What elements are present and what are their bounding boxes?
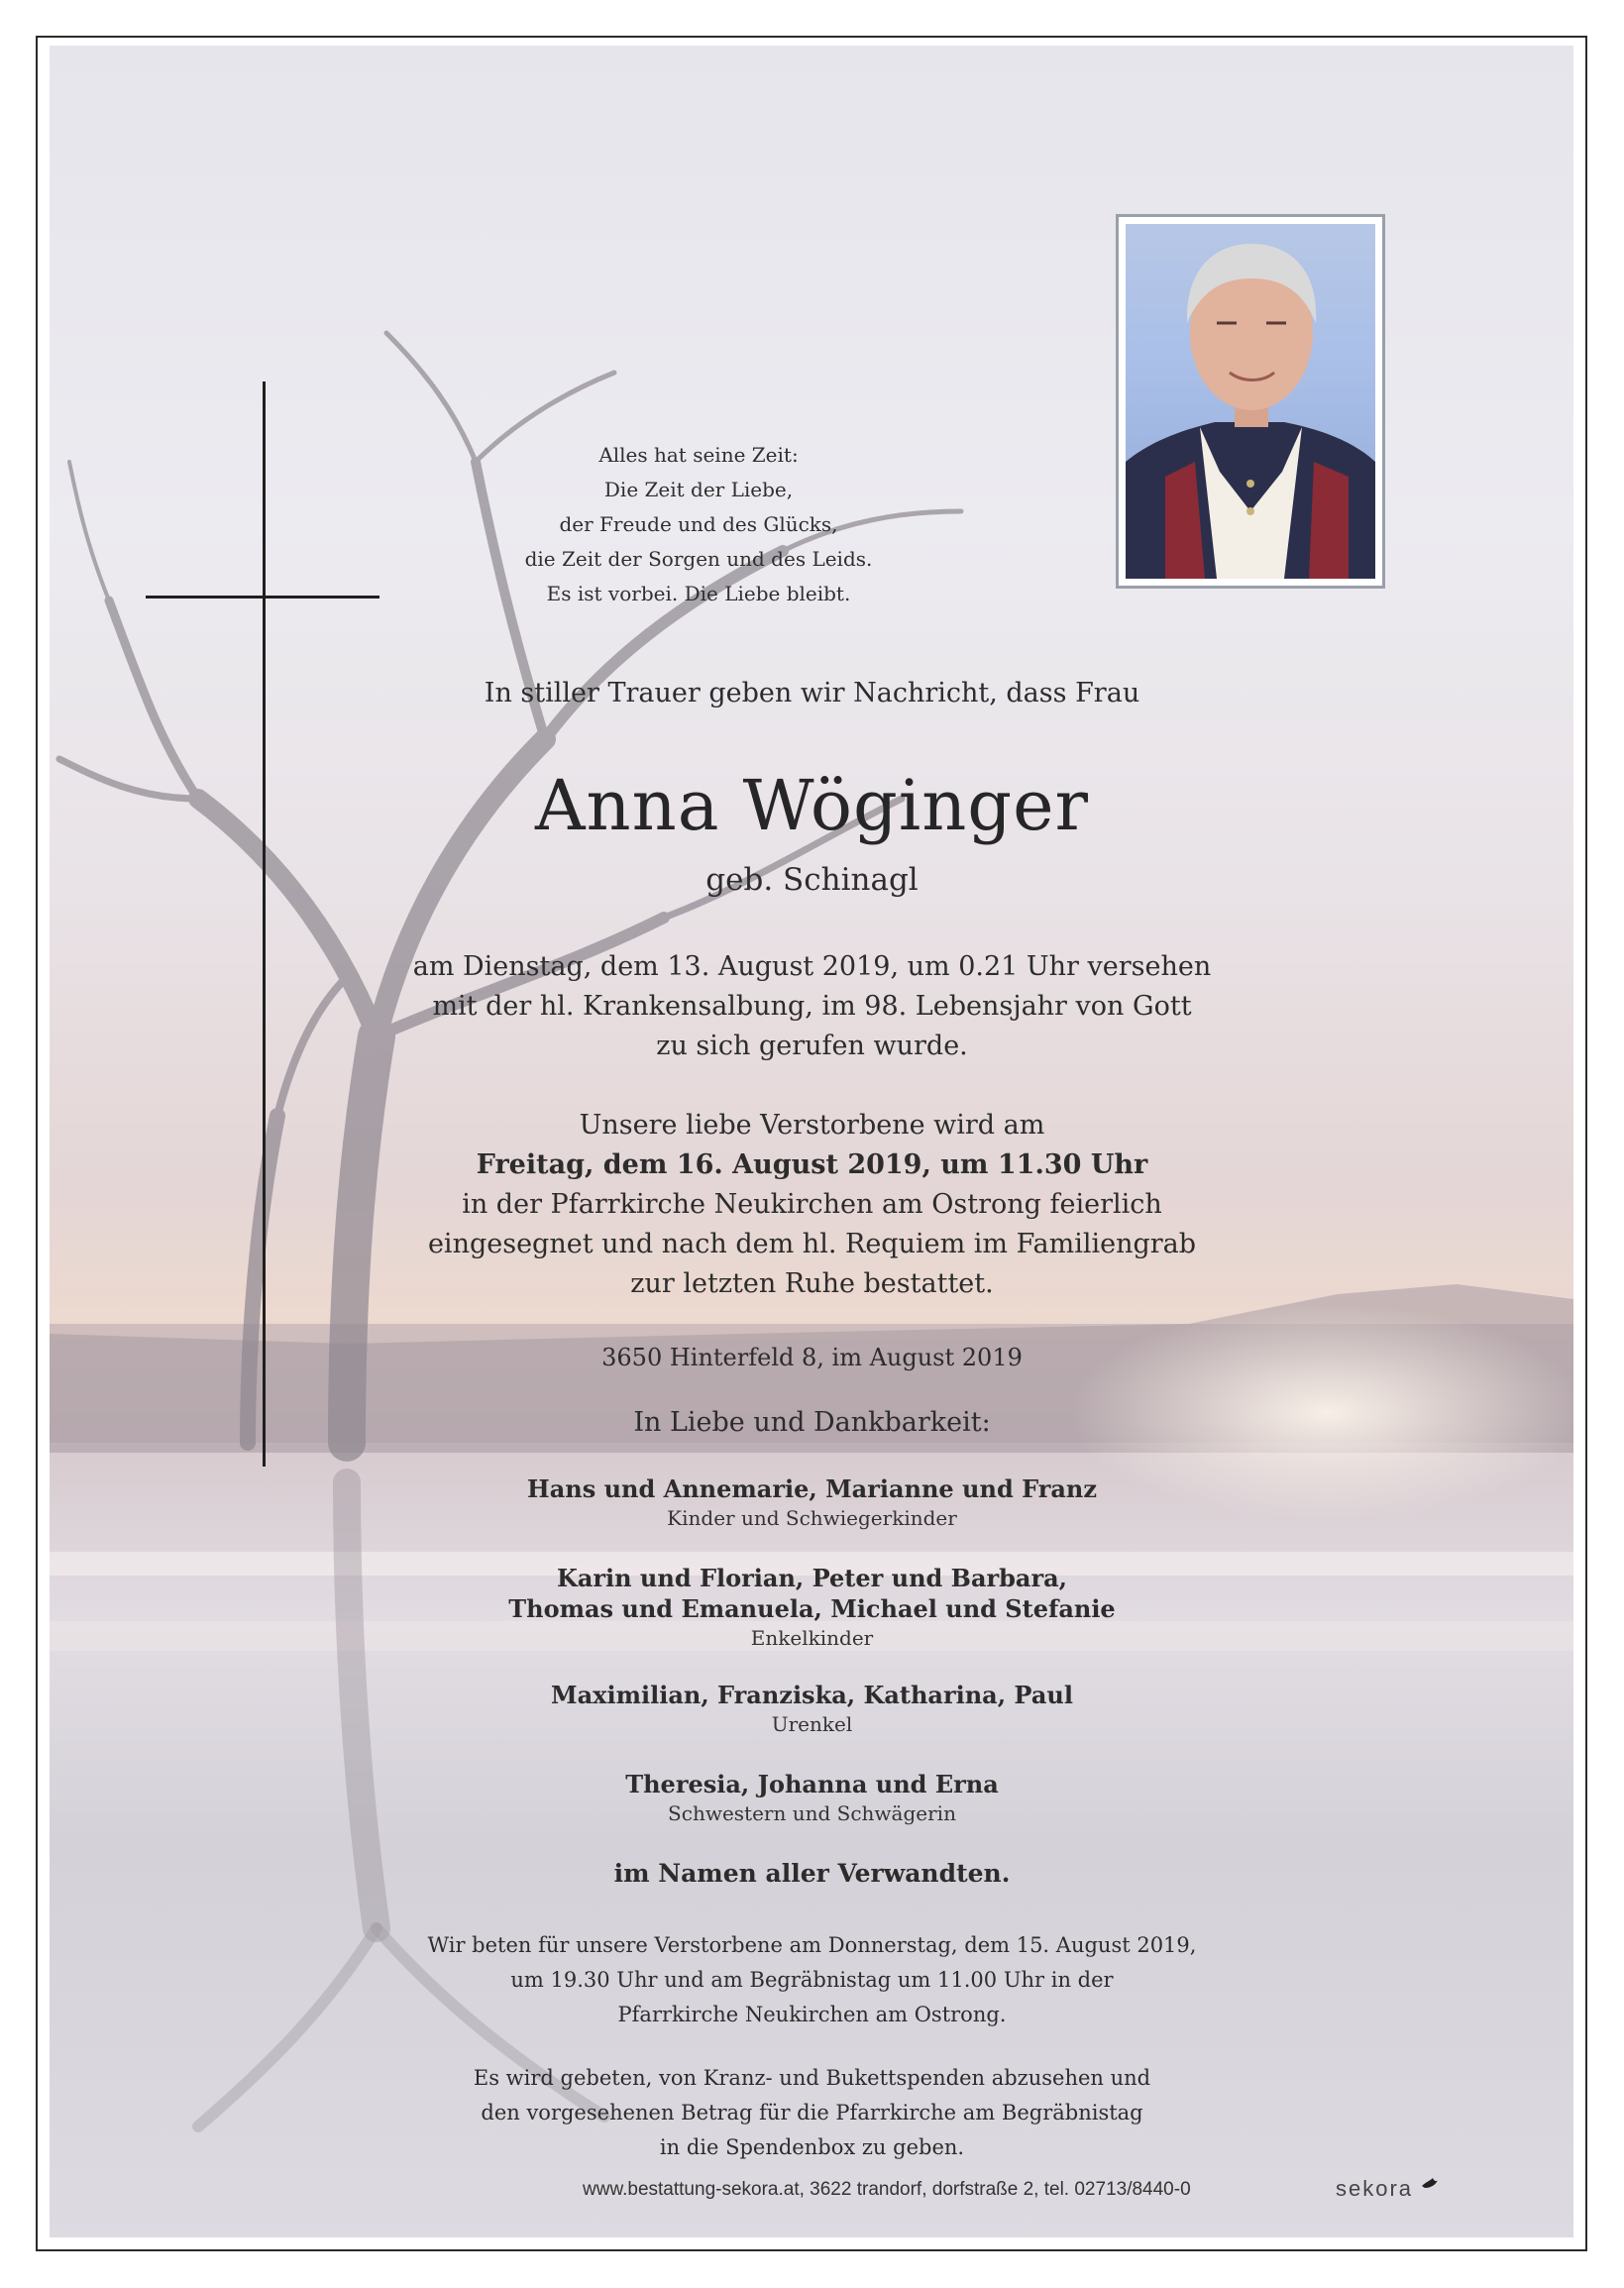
poem	[515, 438, 882, 611]
mourner-relation: Urenkel	[771, 1712, 853, 1736]
mourner-group	[0, 1563, 1624, 1652]
funeral-date: Freitag, dem 16. August 2019, um 11.30 Uhr	[476, 1149, 1148, 1180]
donation-line: in die Spendenbox zu geben.	[659, 2135, 965, 2159]
mourner-names: Theresia, Johanna und Erna	[625, 1770, 999, 1798]
cross-horizontal-bar	[146, 596, 379, 599]
prayer-notice	[0, 1928, 1624, 2032]
funeral-line: Unsere liebe Verstorbene wird am	[579, 1110, 1045, 1141]
portrait-image	[1126, 224, 1375, 579]
mourner-group	[0, 1680, 1624, 1738]
donation-notice	[0, 2061, 1624, 2165]
thanks-heading: In Liebe und Dankbarkeit:	[633, 1407, 991, 1438]
sekora-logo	[1336, 2176, 1439, 2202]
donation-line: Es wird gebeten, von Kranz- und Bukettspenden abzusehen und	[473, 2066, 1151, 2090]
poem-line: Es ist vorbei. Die Liebe bleibt.	[546, 582, 851, 605]
death-line: mit der hl. Krankensalbung, im 98. Lebensjahr von Gott	[432, 991, 1192, 1022]
maiden-name: geb. Schinagl	[705, 862, 919, 898]
funeral-line: eingesegnet und nach dem hl. Requiem im Familiengrab	[427, 1229, 1197, 1259]
mourner-names: Karin und Florian, Peter und Barbara,	[556, 1564, 1068, 1592]
footer-contact: www.bestattung-sekora.at, 3622 trandorf, dorfstraße 2, tel. 02713/8440-0	[583, 2179, 1191, 2200]
death-line: am Dienstag, dem 13. August 2019, um 0.21 Uhr versehen	[412, 951, 1212, 982]
logo-text: sekora	[1336, 2176, 1414, 2201]
mourner-names: Maximilian, Franziska, Katharina, Paul	[551, 1681, 1073, 1709]
death-notice	[0, 947, 1624, 1066]
poem-line: der Freude und des Glücks,	[559, 512, 838, 536]
prayer-line: um 19.30 Uhr und am Begräbnistag um 11.00 Uhr in der	[510, 1968, 1114, 1992]
poem-line: die Zeit der Sorgen und des Leids.	[524, 547, 873, 571]
closing-line: im Namen aller Verwandten.	[613, 1859, 1011, 1888]
mourner-relation: Enkelkinder	[750, 1626, 874, 1650]
poem-line: Die Zeit der Liebe,	[603, 478, 794, 501]
donation-line: den vorgesehenen Betrag für die Pfarrkirche am Begräbnistag	[481, 2101, 1143, 2125]
mourner-group	[0, 1769, 1624, 1827]
deceased-name: Anna Wöginger	[534, 765, 1090, 846]
prayer-line: Wir beten für unsere Verstorbene am Donnerstag, dem 15. August 2019,	[427, 1933, 1197, 1957]
place-and-date: 3650 Hinterfeld 8, im August 2019	[601, 1344, 1023, 1371]
funeral-notice	[0, 1106, 1624, 1304]
poem-line: Alles hat seine Zeit:	[598, 443, 799, 467]
mourner-names: Hans und Annemarie, Marianne und Franz	[527, 1474, 1097, 1503]
funeral-line: in der Pfarrkirche Neukirchen am Ostrong feierlich	[462, 1189, 1162, 1220]
bird-icon	[1421, 2176, 1439, 2190]
death-line: zu sich gerufen wurde.	[656, 1031, 968, 1061]
mourner-relation: Schwestern und Schwägerin	[668, 1801, 956, 1825]
prayer-line: Pfarrkirche Neukirchen am Ostrong.	[617, 2003, 1007, 2026]
funeral-line: zur letzten Ruhe bestattet.	[630, 1268, 994, 1299]
portrait-photo	[1116, 214, 1385, 589]
mourner-group	[0, 1473, 1624, 1532]
intro-text: In stiller Trauer geben wir Nachricht, dass Frau	[484, 678, 1140, 708]
mourner-relation: Kinder und Schwiegerkinder	[667, 1506, 957, 1530]
mourner-names: Thomas und Emanuela, Michael und Stefanie	[508, 1594, 1116, 1623]
